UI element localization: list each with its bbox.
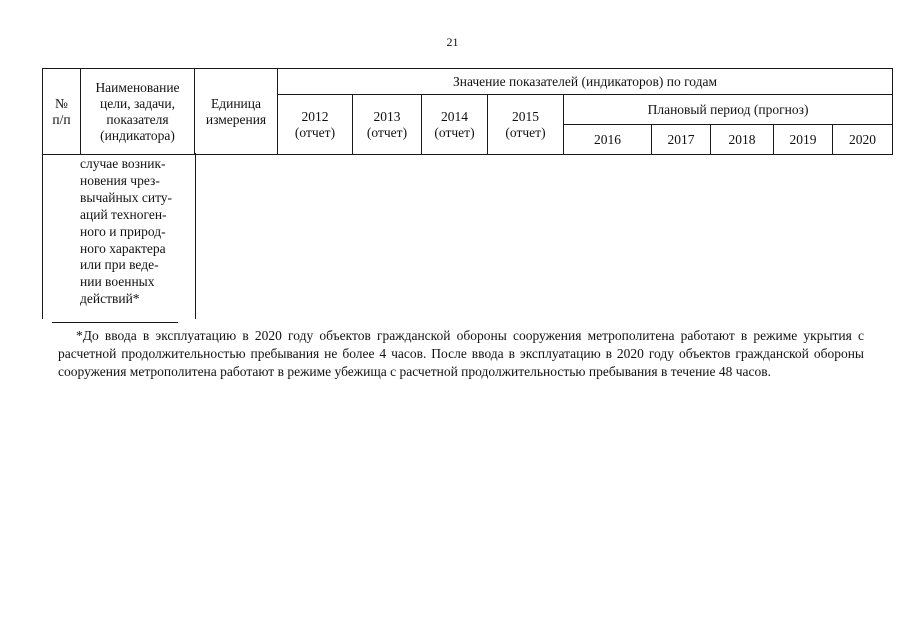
indicator-name-continuation (80, 156, 194, 308)
continuation-line: случае возник- (80, 156, 166, 171)
header-year-2019: 2019 (774, 125, 833, 155)
header-year-2015: 2015 (отчет) (488, 95, 564, 155)
header-number: № п/п (43, 69, 81, 155)
indicators-table (42, 68, 893, 155)
page-number: 21 (446, 35, 459, 49)
continuation-line: нии военных (80, 274, 155, 290)
header-year-2016: 2016 (564, 125, 652, 155)
continuation-line: вычайных ситу- (80, 189, 173, 205)
header-year-2013: 2013 (отчет) (353, 95, 422, 155)
header-year-2012: 2012 (отчет) (278, 95, 353, 155)
header-year-2017: 2017 (652, 125, 711, 155)
continuation-line: новения чрез- (80, 172, 160, 188)
continuation-line: аций техноген- (80, 206, 167, 222)
header-indicator-name: Наименование цели, задачи, показателя (индикатора) (81, 69, 195, 155)
footnote-separator (52, 322, 178, 323)
header-year-2020: 2020 (833, 125, 893, 155)
header-unit: Единица измерения (195, 69, 278, 155)
continuation-line: ного характера (80, 240, 166, 256)
continuation-line: ного и природ- (80, 223, 166, 239)
continuation-line: или при веде- (80, 257, 159, 273)
header-plan-period: Плановый период (прогноз) (564, 95, 893, 125)
header-year-2014: 2014 (отчет) (422, 95, 488, 155)
footnote-text: *До ввода в эксплуатацию в 2020 году объектов гражданской обороны сооружения метрополитена работают в режиме укрытия с расчетной продолжительностью пребывания не более 4 часов. После ввода в эксплуатацию в 2020 году объектов гражданской обороны сооружения метрополитена работают в режиме убежища с расчетной продолжительностью пребывания в течение 48 часов. (58, 328, 864, 379)
header-values-by-year: Значение показателей (индикаторов) по годам (278, 69, 893, 95)
continuation-line: действий* (80, 291, 140, 307)
header-year-2018: 2018 (711, 125, 774, 155)
